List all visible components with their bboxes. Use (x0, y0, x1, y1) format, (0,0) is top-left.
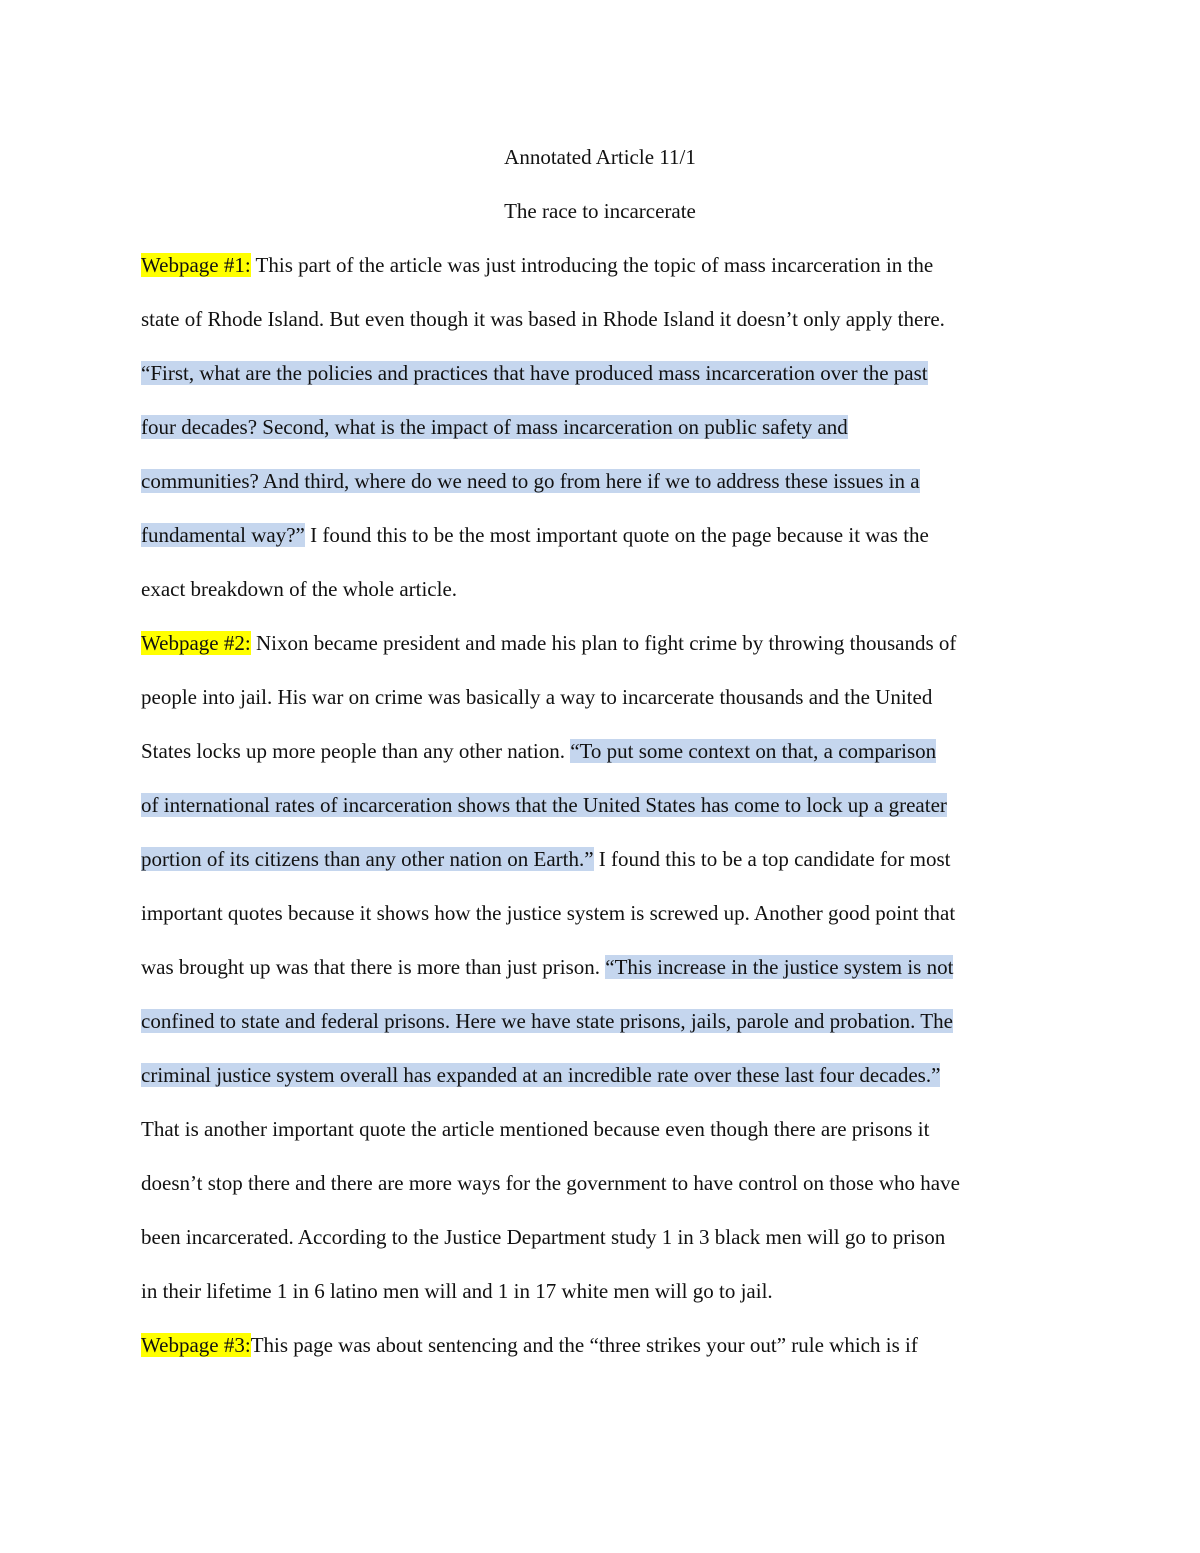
paragraph-line (141, 522, 929, 548)
paragraph-line: That is another important quote the article mentioned because even though there are prisons it (141, 1117, 930, 1141)
paragraph-line: doesn’t stop there and there are more ways for the government to have control on those who have (141, 1171, 960, 1195)
paragraph-line (141, 846, 950, 872)
paragraph-line (141, 414, 848, 440)
line-text: Nixon became president and made his plan to fight crime by throwing thousands of (250, 631, 957, 655)
line-text: This part of the article was just introducing the topic of mass incarceration in the (250, 253, 934, 277)
paragraph-line: people into jail. His war on crime was basically a way to incarcerate thousands and the United (141, 685, 933, 709)
line-text: I found this to be a top candidate for most (593, 847, 951, 871)
webpage-2-label: Webpage #2: (141, 631, 251, 655)
paragraph-line (141, 1332, 918, 1358)
line-text: States locks up more people than any other nation. (141, 739, 571, 763)
paragraph-line (141, 1008, 953, 1034)
webpage-3-label: Webpage #3: (141, 1333, 251, 1357)
paragraph-line (141, 738, 936, 764)
highlighted-quote: four decades? Second, what is the impact of mass incarceration on public safety and (141, 415, 848, 439)
paragraph-line: in their lifetime 1 in 6 latino men will and 1 in 17 white men will go to jail. (141, 1279, 773, 1303)
paragraph-line (141, 1062, 940, 1088)
highlighted-quote: “First, what are the policies and practices that have produced mass incarceration over the past (141, 361, 928, 385)
line-text: This page was about sentencing and the “three strikes your out” rule which is if (250, 1333, 918, 1357)
highlighted-quote: fundamental way?” (141, 523, 305, 547)
paragraph-line (141, 360, 928, 386)
paragraph-line (141, 954, 953, 980)
paragraph-line: been incarcerated. According to the Justice Department study 1 in 3 black men will go to prison (141, 1225, 946, 1249)
paragraph-line (141, 630, 956, 656)
highlighted-quote: “To put some context on that, a comparison (570, 739, 937, 763)
paragraph-line (141, 252, 933, 278)
paragraph-line (141, 792, 947, 818)
webpage-1-label: Webpage #1: (141, 253, 251, 277)
document-title: Annotated Article 11/1 (504, 145, 696, 169)
document-subtitle: The race to incarcerate (504, 199, 696, 223)
line-text: I found this to be the most important quote on the page because it was the (304, 523, 929, 547)
line-text: was brought up was that there is more than just prison. (141, 955, 606, 979)
highlighted-quote: criminal justice system overall has expanded at an incredible rate over these last four decades.” (141, 1063, 941, 1087)
highlighted-quote: “This increase in the justice system is not (605, 955, 954, 979)
paragraph-line (141, 468, 920, 494)
highlighted-quote: communities? And third, where do we need to go from here if we to address these issues in a (141, 469, 920, 493)
paragraph-line: exact breakdown of the whole article. (141, 577, 458, 601)
highlighted-quote: of international rates of incarceration shows that the United States has come to lock up a greater (141, 793, 947, 817)
highlighted-quote: portion of its citizens than any other nation on Earth.” (141, 847, 594, 871)
highlighted-quote: confined to state and federal prisons. Here we have state prisons, jails, parole and probation. The (141, 1009, 953, 1033)
paragraph-line: state of Rhode Island. But even though it was based in Rhode Island it doesn’t only apply there. (141, 307, 945, 331)
paragraph-line: important quotes because it shows how the justice system is screwed up. Another good point that (141, 901, 956, 925)
